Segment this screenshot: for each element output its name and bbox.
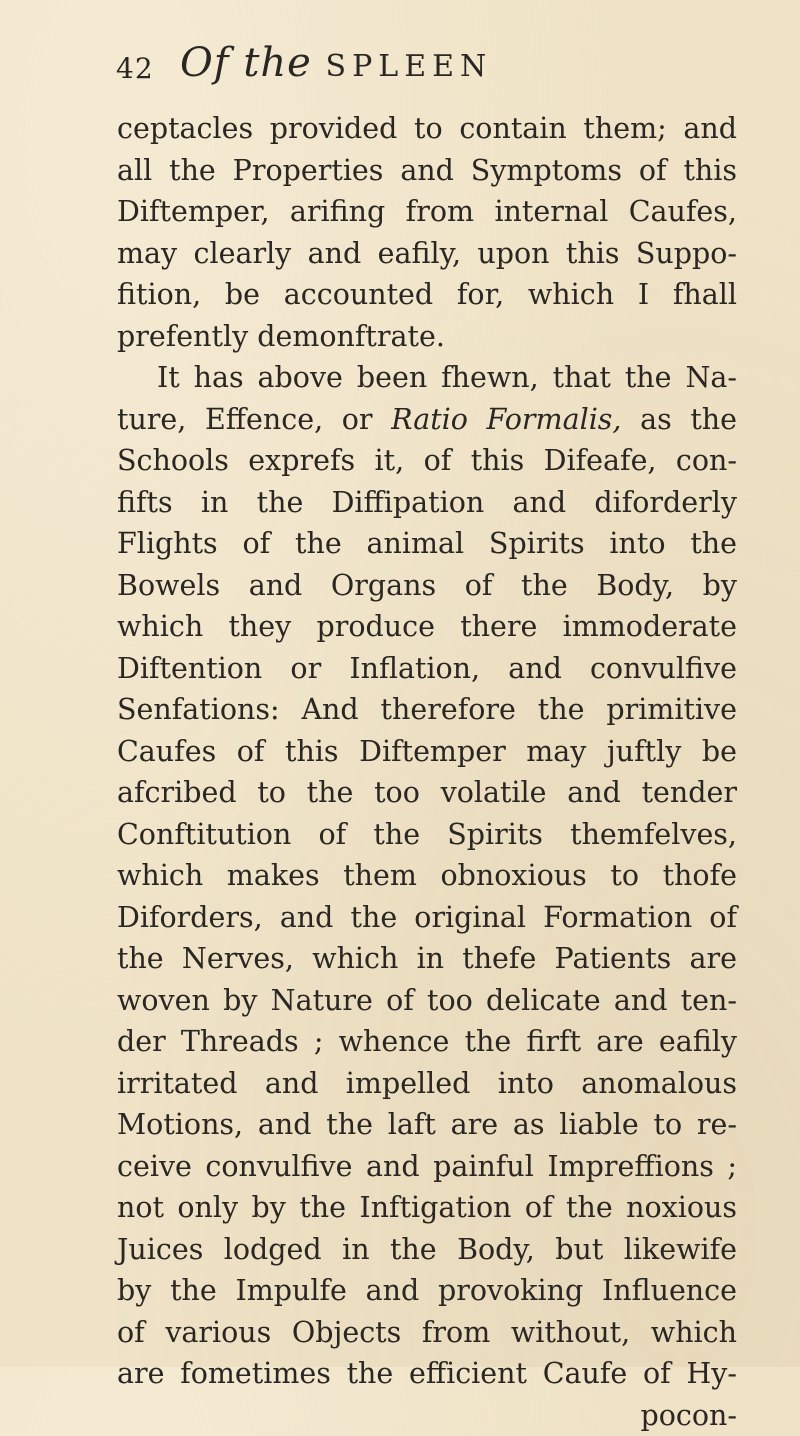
text-line-mixed <box>117 399 737 441</box>
text-line: Motions, and the laft are as liable to re- <box>117 1104 737 1146</box>
text-fragment: as the <box>640 403 737 436</box>
text-line: der Threads ; whence the firft are eafily <box>117 1021 737 1063</box>
text-line: Senfations: And therefore the primitive <box>117 689 737 731</box>
running-title-smallcaps: SPLEEN <box>326 49 493 84</box>
text-line: by the Impulfe and provoking Influence <box>117 1270 737 1312</box>
text-line: ceive convulfive and painful Impreffions ; <box>117 1146 737 1188</box>
text-line: irritated and impelled into anomalous <box>117 1063 737 1105</box>
text-line: Bowels and Organs of the Body, by <box>117 565 737 607</box>
text-line: may clearly and eafily, upon this Suppo- <box>117 233 737 275</box>
text-line: afcribed to the too volatile and tender <box>117 772 737 814</box>
text-line: Schools exprefs it, of this Difeafe, con- <box>117 440 737 482</box>
text-line: fition, be accounted for, which I fhall <box>117 274 737 316</box>
text-line: woven by Nature of too delicate and ten- <box>117 980 737 1022</box>
text-line: not only by the Inftigation of the noxious <box>117 1187 737 1229</box>
text-line: all the Properties and Symptoms of this <box>117 150 737 192</box>
text-line: which they produce there immoderate <box>117 606 737 648</box>
page-number: 42 <box>116 52 154 85</box>
text-line: Conftitution of the Spirits themfelves, <box>117 814 737 856</box>
text-line: fifts in the Diffipation and diforderly <box>117 482 737 524</box>
body-text <box>117 108 737 1436</box>
text-line: Diftemper, arifing from internal Caufes, <box>117 191 737 233</box>
text-line: which makes them obnoxious to thofe <box>117 855 737 897</box>
running-title <box>180 40 492 86</box>
text-line: Juices lodged in the Body, but likewife <box>117 1229 737 1271</box>
text-fragment: ture, Effence, or <box>117 403 373 436</box>
running-head <box>116 40 736 100</box>
text-line: of various Objects from without, which <box>117 1312 737 1354</box>
text-line: Diforders, and the original Formation of <box>117 897 737 939</box>
text-line: the Nerves, which in thefe Patients are <box>117 938 737 980</box>
catchword: pocon- <box>117 1395 737 1436</box>
running-title-italic: Of the <box>180 40 312 86</box>
text-line: ceptacles provided to contain them; and <box>117 108 737 150</box>
italic-term: Ratio Formalis, <box>391 403 621 436</box>
text-line: prefently demonftrate. <box>117 316 737 358</box>
text-line: Diftention or Inflation, and convulfive <box>117 648 737 690</box>
text-line: are fometimes the efficient Caufe of Hy- <box>117 1353 737 1395</box>
text-line: It has above been fhewn, that the Na- <box>117 357 737 399</box>
text-line: Flights of the animal Spirits into the <box>117 523 737 565</box>
text-line: Caufes of this Diftemper may juftly be <box>117 731 737 773</box>
